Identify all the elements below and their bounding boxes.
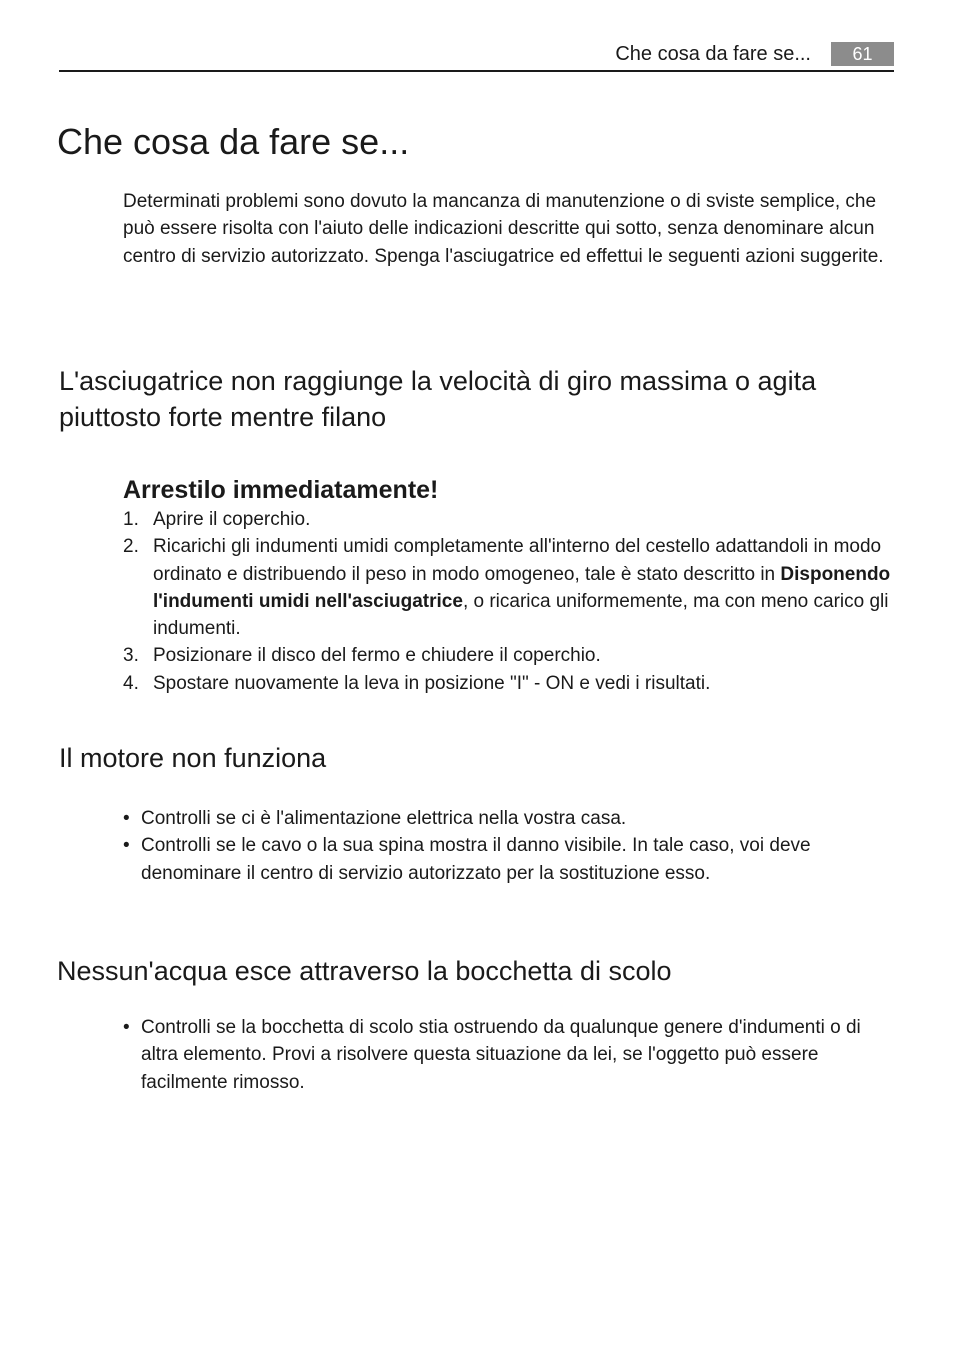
list-item <box>123 805 893 832</box>
step-text: Spostare nuovamente la leva in posizione "I" - ON e vedi i risultati. <box>153 672 711 694</box>
sub-heading-stop-immediately: Arrestilo immediatamente! <box>123 476 439 504</box>
step-number: 3. <box>123 645 139 667</box>
list-item <box>123 642 893 669</box>
step-text: Aprire il coperchio. <box>153 509 311 530</box>
drain-checks-list <box>123 1014 893 1096</box>
list-item <box>123 506 893 533</box>
step-number: 1. <box>123 509 139 530</box>
step-text: Ricarichi gli indumenti umidi completamente all'interno del cestello adattandoli in modo ordinato e distribuendo il peso in modo omogeneo, tale è stato descritto in <box>153 536 882 585</box>
section-heading-spin-speed: L'asciugatrice non raggiunge la velocità di giro massima o agita piuttosto forte mentre filano <box>59 366 817 432</box>
step-number: 2. <box>123 536 139 558</box>
step-text-continued: , o ricarica uniformemente, ma con meno carico gli indumenti. <box>153 590 889 640</box>
page-header <box>59 40 894 72</box>
list-item <box>123 832 893 887</box>
bullet-text: Controlli se le cavo o la sua spina mostra il danno visibile. In tale caso, voi deve denominare il centro di servizio autorizzato per la sostituzione esso. <box>141 835 811 884</box>
running-header-title: Che cosa da fare se... <box>615 43 811 65</box>
step-number: 4. <box>123 672 139 694</box>
step-text: Posizionare il disco del fermo e chiudere il coperchio. <box>153 645 601 667</box>
intro-paragraph: Determinati problemi sono dovuto la mancanza di manutenzione o di sviste semplice, che può essere risolta con l'aiuto delle indicazioni descritte qui sotto, senza denominare alcun centro di servizio autorizzato. Spenga l'asciugatrice ed effettui le seguenti azioni suggerite. <box>123 191 884 267</box>
page-title: Che cosa da fare se... <box>57 121 410 162</box>
step-bold-reference: Disponendo l'indumenti umidi nell'asciugatrice <box>153 563 891 612</box>
list-item <box>123 533 893 642</box>
steps-list <box>123 506 893 697</box>
list-item <box>123 1014 893 1096</box>
section-heading-drain: Nessun'acqua esce attraverso la bocchetta di scolo <box>57 956 672 986</box>
bullet-icon: • <box>123 835 130 857</box>
motor-checks-list <box>123 805 893 887</box>
bullet-text: Controlli se la bocchetta di scolo stia ostruendo da qualunque genere d'indumenti o di altra elemento. Provi a risolvere questa situazione da lei, se l'oggetto può essere facilmente rimosso. <box>141 1017 861 1093</box>
list-item <box>123 670 893 697</box>
bullet-icon: • <box>123 1017 130 1038</box>
bullet-icon: • <box>123 808 130 829</box>
section-heading-motor: Il motore non funziona <box>59 743 327 773</box>
bullet-text: Controlli se ci è l'alimentazione elettrica nella vostra casa. <box>141 808 627 829</box>
page-number-badge: 61 <box>831 42 894 66</box>
